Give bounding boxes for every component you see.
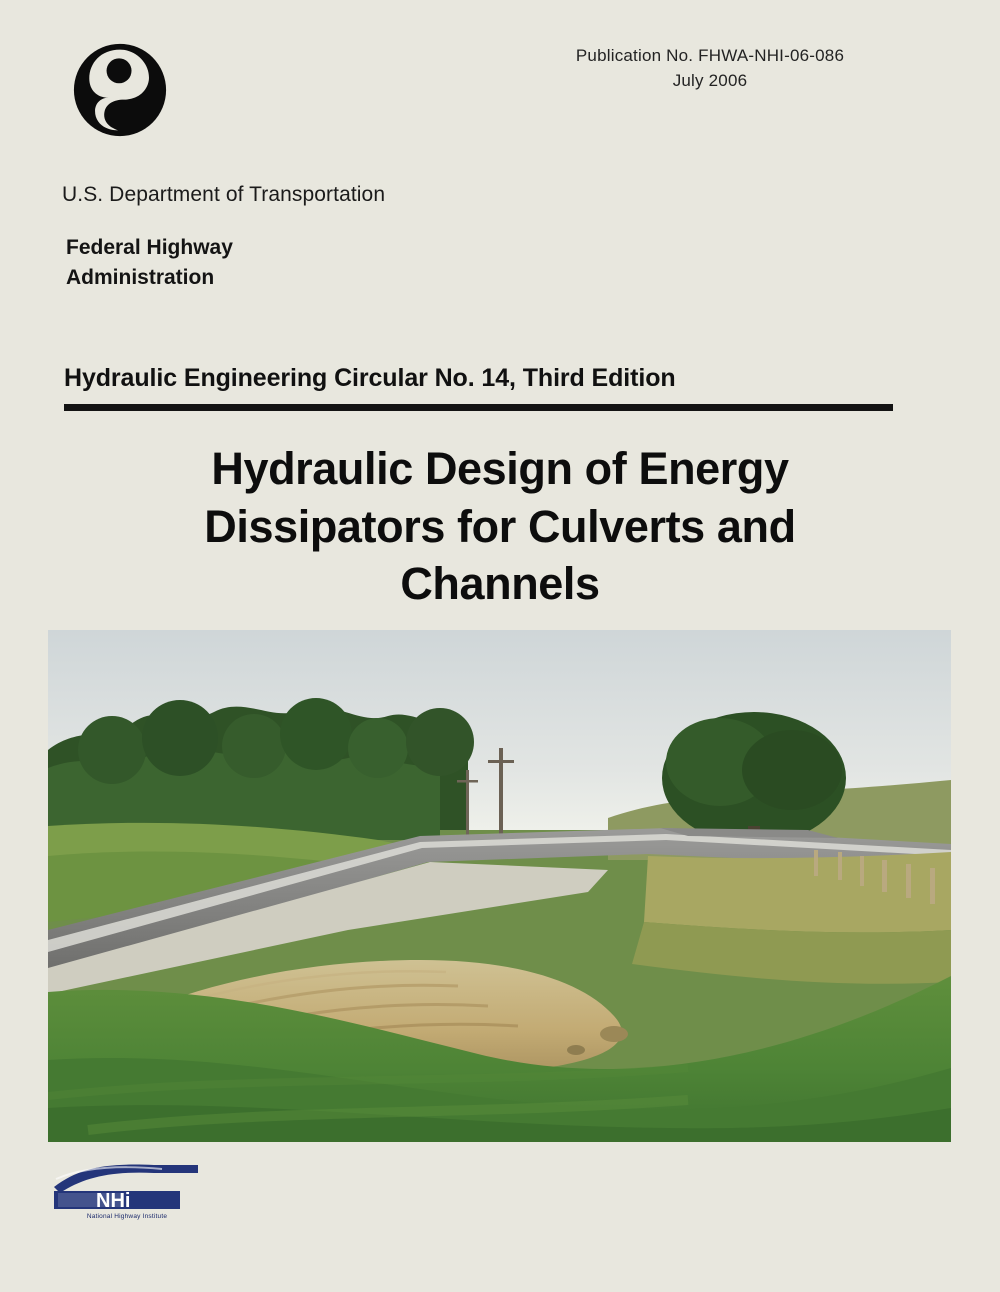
nhi-logo-caption: National Highway Institute [86,1213,168,1220]
publication-info [500,44,920,93]
administration-name [66,233,233,294]
cover-photograph [48,630,951,1142]
publication-date: July 2006 [672,70,748,90]
page-title [90,440,910,613]
svg-text:NHi: NHi [96,1190,131,1212]
horizontal-rule-divider [64,404,893,411]
page-title-line-3: Channels [400,558,600,610]
us-dot-logo-icon [72,42,168,138]
series-subtitle: Hydraulic Engineering Circular No. 14, Third Edition [64,364,676,392]
administration-line-2: Administration [66,266,215,290]
page-title-line-2: Dissipators for Culverts and [204,500,796,552]
department-name: U.S. Department of Transportation [62,183,386,206]
page-title-line-1: Hydraulic Design of Energy [211,443,789,494]
administration-line-1: Federal Highway [66,236,233,259]
publication-number: Publication No. FHWA-NHI-06-086 [575,46,845,65]
